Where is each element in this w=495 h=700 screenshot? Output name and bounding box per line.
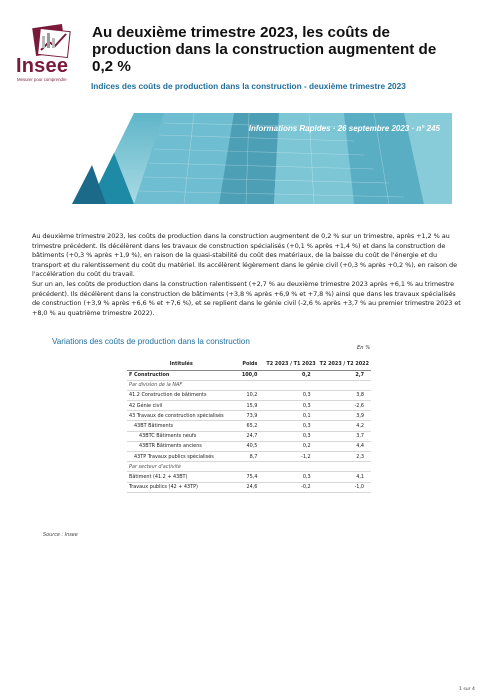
row-annual: -2,6 bbox=[318, 401, 371, 411]
row-annual: 3,7 bbox=[318, 431, 371, 441]
table-row bbox=[127, 482, 371, 492]
table-row-section bbox=[127, 462, 371, 472]
row-poids: 10,2 bbox=[235, 390, 264, 400]
row-annual: 3,8 bbox=[318, 390, 371, 400]
row-poids: 100,0 bbox=[235, 370, 264, 380]
row-poids: 8,7 bbox=[235, 452, 264, 462]
table-row bbox=[127, 401, 371, 411]
page-subtitle: Indices des coûts de production dans la construction - deuxième trimestre 2023 bbox=[91, 81, 406, 91]
row-poids: 40,5 bbox=[235, 441, 264, 451]
row-poids bbox=[235, 462, 264, 472]
row-poids: 24,6 bbox=[235, 482, 264, 492]
row-quarterly: 0,3 bbox=[264, 472, 317, 482]
row-annual: 3,9 bbox=[318, 411, 371, 421]
row-quarterly: 0,2 bbox=[264, 441, 317, 451]
table-row bbox=[127, 452, 371, 462]
insee-logo-icon bbox=[14, 20, 84, 60]
row-quarterly: 0,3 bbox=[264, 401, 317, 411]
header-poids: Poids bbox=[235, 359, 264, 370]
table-row bbox=[127, 421, 371, 431]
table-row bbox=[127, 390, 371, 400]
row-label: 43BT Bâtiments bbox=[127, 421, 235, 431]
table-title: Variations des coûts de production dans la construction bbox=[52, 337, 250, 346]
row-annual: -1,0 bbox=[318, 482, 371, 492]
row-poids bbox=[235, 380, 264, 390]
table-header-row bbox=[127, 359, 371, 370]
data-table bbox=[127, 359, 371, 493]
row-annual: 4,1 bbox=[318, 472, 371, 482]
table-source: Source : Insee bbox=[43, 532, 78, 538]
page-number: 1 sur 4 bbox=[459, 687, 475, 692]
row-quarterly bbox=[264, 462, 317, 472]
paragraph-2: Sur un an, les coûts de production dans la construction ralentissent (+2,7 % au deuxième trimestre 2023 après +6,1 % au trimestre précédent). Ils décélèrent dans la construction de bâtiments (+3,8 % après +6,9 % et +7,8 %) ainsi que dans les travaux spécialisés de construction (+3,9 % après +6,6 % et +7,6 %), et se replient dans le génie civil (-2,6 % après +3,7 % au premier trimestre 2023 et +8,0 % au quatrième trimestre 2022). bbox=[32, 280, 461, 317]
row-label: 42 Génie civil bbox=[127, 401, 235, 411]
row-label: 43BTR Bâtiments anciens bbox=[127, 441, 235, 451]
header-quarterly: T2 2023 / T1 2023 bbox=[264, 359, 317, 370]
row-annual: 4,2 bbox=[318, 421, 371, 431]
header-intitules: Intitulés bbox=[127, 359, 235, 370]
table-row bbox=[127, 411, 371, 421]
row-label: 43TP Travaux publics spécialisés bbox=[127, 452, 235, 462]
row-label: Par division de la NAF bbox=[127, 380, 235, 390]
row-annual: 2,7 bbox=[318, 370, 371, 380]
row-quarterly: 0,2 bbox=[264, 370, 317, 380]
paragraph-1: Au deuxième trimestre 2023, les coûts de production dans la construction augmentent de 0,2 % sur un trimestre, après +1,2 % au trimestre précédent. Ils décélèrent dans les travaux de construction spécialisés (+0,1 % après +1,4 %) et dans la construction de bâtiments (+0,3 % après +1,9 %), en raison de la quasi-stabilité du coût des matériaux, de la baisse du coût de l'énergie et du transport et du ralentissement du coût du matériel. Ils accélèrent légèrement dans le génie civil (+0,3 % après +0,2 %), en raison de l'accélération du coût du travail. bbox=[32, 232, 458, 279]
row-label: F Construction bbox=[127, 370, 235, 380]
row-annual bbox=[318, 380, 371, 390]
table-row bbox=[127, 431, 371, 441]
row-poids: 24,7 bbox=[235, 431, 264, 441]
row-quarterly: 0,3 bbox=[264, 431, 317, 441]
banner-caption: Informations Rapides · 26 septembre 2023 · n° 245 bbox=[248, 124, 440, 133]
row-quarterly: -0,2 bbox=[264, 482, 317, 492]
row-label: 43 Travaux de construction spécialisés bbox=[127, 411, 235, 421]
logo-tagline: Mesurer pour comprendre bbox=[17, 77, 67, 82]
table-row bbox=[127, 441, 371, 451]
row-label: 41.2 Construction de bâtiments bbox=[127, 390, 235, 400]
row-annual: 4,4 bbox=[318, 441, 371, 451]
row-label: Bâtiment (41.2 + 43BT) bbox=[127, 472, 235, 482]
row-quarterly: 0,3 bbox=[264, 390, 317, 400]
row-poids: 75,4 bbox=[235, 472, 264, 482]
row-quarterly bbox=[264, 380, 317, 390]
row-quarterly: 0,1 bbox=[264, 411, 317, 421]
page-title: Au deuxième trimestre 2023, les coûts de production dans la construction augmentent de 0,2 % bbox=[92, 24, 437, 75]
row-quarterly: -1,2 bbox=[264, 452, 317, 462]
row-poids: 73,9 bbox=[235, 411, 264, 421]
row-label: Travaux publics (42 + 43TP) bbox=[127, 482, 235, 492]
row-quarterly: 0,3 bbox=[264, 421, 317, 431]
row-annual bbox=[318, 462, 371, 472]
table-row bbox=[127, 472, 371, 482]
row-annual: 2,3 bbox=[318, 452, 371, 462]
table-row bbox=[127, 370, 371, 380]
banner-image bbox=[44, 113, 452, 204]
row-label: Par secteur d'activité bbox=[127, 462, 235, 472]
table-unit: En % bbox=[357, 345, 371, 351]
row-poids: 65,2 bbox=[235, 421, 264, 431]
table-row-section bbox=[127, 380, 371, 390]
row-label: 43BTC Bâtiments neufs bbox=[127, 431, 235, 441]
header-annual: T2 2023 / T2 2022 bbox=[318, 359, 371, 370]
logo-wordmark: Insee bbox=[16, 55, 69, 77]
row-poids: 15,9 bbox=[235, 401, 264, 411]
